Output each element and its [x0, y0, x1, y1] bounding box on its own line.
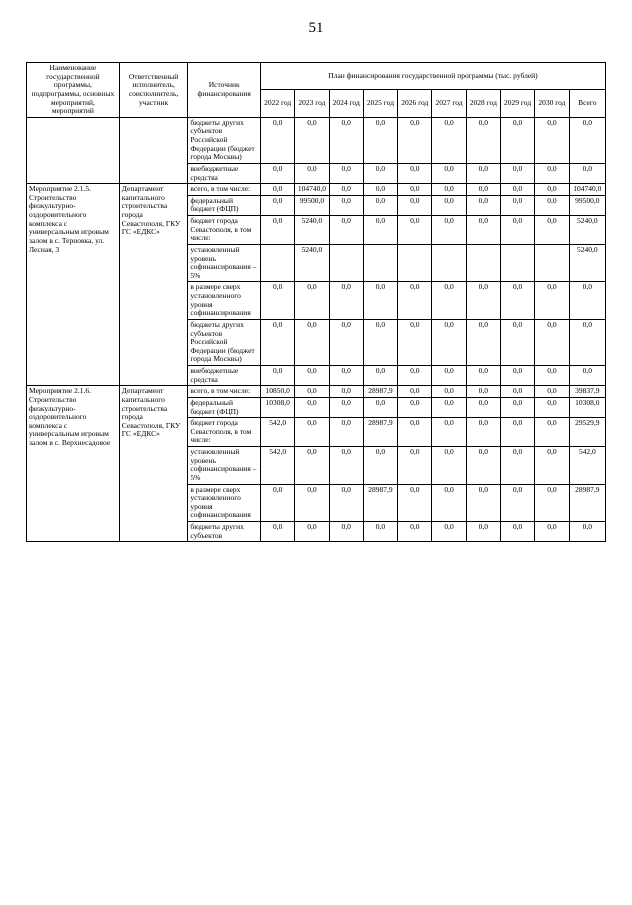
- table-row: [27, 386, 606, 398]
- funding-value: 0,0: [295, 117, 329, 163]
- funding-value: 0,0: [500, 282, 534, 320]
- funding-value: 0,0: [261, 319, 295, 365]
- funding-value: 0,0: [329, 319, 363, 365]
- funding-value: 99500,0: [569, 195, 605, 215]
- funding-value: 0,0: [363, 447, 397, 485]
- funding-value: 0,0: [261, 366, 295, 386]
- funding-value: 0,0: [329, 484, 363, 522]
- header-year: 2029 год: [500, 90, 534, 117]
- activity-name: [27, 117, 120, 183]
- funding-source: бюджет города Севастополя, в том числе:: [188, 216, 261, 245]
- funding-value: 0,0: [535, 418, 569, 447]
- funding-value: 0,0: [261, 522, 295, 542]
- funding-value: 0,0: [569, 366, 605, 386]
- funding-value: 0,0: [295, 163, 329, 183]
- funding-value: 0,0: [398, 397, 432, 417]
- header-year: 2023 год: [295, 90, 329, 117]
- funding-value: 0,0: [295, 447, 329, 485]
- funding-value: 0,0: [295, 418, 329, 447]
- funding-source: бюджеты других субъектов Российской Федерации (бюджет города Москвы): [188, 117, 261, 163]
- funding-value: 0,0: [535, 319, 569, 365]
- funding-value: 0,0: [500, 184, 534, 196]
- header-year: 2028 год: [466, 90, 500, 117]
- funding-value: 0,0: [363, 397, 397, 417]
- funding-value: 28987,9: [363, 418, 397, 447]
- funding-value: 5240,0: [569, 244, 605, 282]
- funding-value: 0,0: [329, 418, 363, 447]
- funding-value: 0,0: [569, 282, 605, 320]
- header-year: 2024 год: [329, 90, 363, 117]
- funding-value: 0,0: [363, 282, 397, 320]
- funding-value: 0,0: [535, 522, 569, 542]
- funding-value: 0,0: [398, 386, 432, 398]
- header-year: 2030 год: [535, 90, 569, 117]
- funding-value: 0,0: [295, 366, 329, 386]
- header-plan-title: План финансирования государственной программы (тыс. рублей): [261, 63, 606, 90]
- funding-source: в размере сверх установленного уровня софинансирования: [188, 282, 261, 320]
- funding-value: 0,0: [329, 163, 363, 183]
- funding-value: 0,0: [261, 484, 295, 522]
- funding-value: 0,0: [295, 282, 329, 320]
- funding-value: 0,0: [329, 386, 363, 398]
- funding-value: 0,0: [500, 397, 534, 417]
- header-responsible: Ответственный исполнитель, соисполнитель, участник: [119, 63, 188, 118]
- funding-value: 0,0: [432, 522, 466, 542]
- funding-value: 0,0: [329, 522, 363, 542]
- funding-value: 10850,0: [261, 386, 295, 398]
- funding-value: 0,0: [363, 184, 397, 196]
- funding-value: 0,0: [466, 386, 500, 398]
- funding-source: бюджеты других субъектов: [188, 522, 261, 542]
- funding-value: 0,0: [535, 447, 569, 485]
- funding-value: 0,0: [569, 163, 605, 183]
- funding-value: 0,0: [329, 366, 363, 386]
- funding-value: 0,0: [500, 366, 534, 386]
- funding-value: 0,0: [535, 397, 569, 417]
- funding-value: 542,0: [569, 447, 605, 485]
- funding-value: 0,0: [432, 184, 466, 196]
- funding-value: 0,0: [466, 184, 500, 196]
- funding-value: 0,0: [500, 447, 534, 485]
- funding-value: 0,0: [432, 282, 466, 320]
- funding-value: 0,0: [535, 163, 569, 183]
- funding-value: 0,0: [500, 216, 534, 245]
- funding-value: 0,0: [466, 397, 500, 417]
- funding-value: [363, 244, 397, 282]
- funding-value: 0,0: [363, 195, 397, 215]
- funding-value: 0,0: [569, 522, 605, 542]
- funding-value: 104740,0: [569, 184, 605, 196]
- responsible-executor: Департамент капитального строительства города Севастополя, ГКУ ГС «ЕДКС»: [119, 184, 188, 386]
- header-source: Источник финансирования: [188, 63, 261, 118]
- funding-value: 0,0: [261, 216, 295, 245]
- funding-value: 0,0: [432, 117, 466, 163]
- funding-value: 10308,0: [569, 397, 605, 417]
- funding-value: 0,0: [329, 195, 363, 215]
- funding-value: 0,0: [432, 484, 466, 522]
- funding-value: 542,0: [261, 418, 295, 447]
- funding-value: 5240,0: [295, 244, 329, 282]
- funding-value: 0,0: [500, 163, 534, 183]
- funding-value: 0,0: [398, 163, 432, 183]
- funding-source: внебюджетные средства: [188, 163, 261, 183]
- funding-value: 0,0: [466, 319, 500, 365]
- funding-value: 0,0: [261, 184, 295, 196]
- funding-value: 0,0: [329, 397, 363, 417]
- funding-value: 0,0: [535, 216, 569, 245]
- funding-value: 0,0: [329, 216, 363, 245]
- funding-value: 542,0: [261, 447, 295, 485]
- funding-value: 0,0: [500, 418, 534, 447]
- funding-source: бюджет города Севастополя, в том числе:: [188, 418, 261, 447]
- funding-value: 0,0: [466, 216, 500, 245]
- activity-name: Мероприятие 2.1.6. Строительство физкультурно-оздоровительного комплекса с универсальным игровым залом в с. Верхнесадовое: [27, 386, 120, 542]
- funding-value: [500, 244, 534, 282]
- funding-value: 0,0: [466, 366, 500, 386]
- funding-value: 0,0: [432, 319, 466, 365]
- funding-value: 0,0: [432, 418, 466, 447]
- funding-value: 0,0: [432, 397, 466, 417]
- funding-value: 0,0: [363, 319, 397, 365]
- funding-value: 0,0: [432, 195, 466, 215]
- funding-value: 0,0: [398, 447, 432, 485]
- funding-value: 0,0: [398, 366, 432, 386]
- funding-source: федеральный бюджет (ФЦП): [188, 195, 261, 215]
- funding-source: установленный уровень софинансирования – 5%: [188, 447, 261, 485]
- funding-value: 0,0: [398, 282, 432, 320]
- funding-value: [261, 244, 295, 282]
- funding-value: 0,0: [466, 484, 500, 522]
- funding-value: 0,0: [535, 386, 569, 398]
- funding-value: 0,0: [466, 418, 500, 447]
- funding-value: 0,0: [535, 282, 569, 320]
- funding-value: 0,0: [363, 216, 397, 245]
- funding-value: 0,0: [500, 319, 534, 365]
- activity-name: Мероприятие 2.1.5. Строительство физкультурно-оздоровительного комплекса с универсальным игровым залом в с. Терновка, ул. Лесная, 3: [27, 184, 120, 386]
- funding-value: 0,0: [261, 163, 295, 183]
- funding-value: 0,0: [261, 282, 295, 320]
- funding-value: 0,0: [569, 117, 605, 163]
- funding-value: 0,0: [432, 216, 466, 245]
- funding-value: 0,0: [500, 484, 534, 522]
- funding-value: 0,0: [398, 522, 432, 542]
- funding-value: 0,0: [398, 484, 432, 522]
- funding-value: 0,0: [500, 386, 534, 398]
- funding-source: всего, в том числе:: [188, 184, 261, 196]
- funding-value: 28987,9: [363, 386, 397, 398]
- responsible-executor: [119, 117, 188, 183]
- funding-source: в размере сверх установленного уровня софинансирования: [188, 484, 261, 522]
- funding-value: 0,0: [398, 184, 432, 196]
- header-year: 2026 год: [398, 90, 432, 117]
- header-year: Всего: [569, 90, 605, 117]
- header-year: 2025 год: [363, 90, 397, 117]
- funding-value: 28987,9: [363, 484, 397, 522]
- funding-value: 0,0: [466, 447, 500, 485]
- header-name: Наименование государственной программы, подпрограммы, основных мероприятий, мероприятий: [27, 63, 120, 118]
- funding-value: [398, 244, 432, 282]
- funding-value: 0,0: [535, 484, 569, 522]
- funding-source: бюджеты других субъектов Российской Федерации (бюджет города Москвы): [188, 319, 261, 365]
- funding-value: 0,0: [363, 522, 397, 542]
- funding-value: 0,0: [295, 319, 329, 365]
- funding-value: [466, 244, 500, 282]
- funding-value: 10308,0: [261, 397, 295, 417]
- funding-value: 0,0: [363, 366, 397, 386]
- funding-value: 0,0: [398, 319, 432, 365]
- funding-value: 0,0: [261, 117, 295, 163]
- funding-value: 0,0: [500, 117, 534, 163]
- funding-value: [535, 244, 569, 282]
- funding-source: внебюджетные средства: [188, 366, 261, 386]
- funding-value: 0,0: [432, 366, 466, 386]
- responsible-executor: Департамент капитального строительства города Севастополя, ГКУ ГС «ЕДКС»: [119, 386, 188, 542]
- financing-table: [26, 62, 606, 542]
- funding-value: 39837,9: [569, 386, 605, 398]
- funding-value: 0,0: [535, 117, 569, 163]
- funding-value: 0,0: [432, 447, 466, 485]
- funding-value: 0,0: [466, 522, 500, 542]
- funding-value: 0,0: [466, 282, 500, 320]
- funding-value: 0,0: [295, 484, 329, 522]
- funding-value: 0,0: [329, 282, 363, 320]
- header-year: 2022 год: [261, 90, 295, 117]
- funding-value: 0,0: [295, 386, 329, 398]
- funding-value: 0,0: [500, 522, 534, 542]
- funding-value: 0,0: [398, 418, 432, 447]
- funding-value: 0,0: [569, 319, 605, 365]
- funding-value: 99500,0: [295, 195, 329, 215]
- funding-value: 0,0: [363, 117, 397, 163]
- funding-value: 0,0: [398, 117, 432, 163]
- funding-value: 0,0: [432, 386, 466, 398]
- funding-value: 0,0: [535, 195, 569, 215]
- funding-value: 28987,9: [569, 484, 605, 522]
- funding-source: установленный уровень софинансирования – 5%: [188, 244, 261, 282]
- funding-value: [432, 244, 466, 282]
- funding-value: 0,0: [398, 216, 432, 245]
- funding-value: 5240,0: [295, 216, 329, 245]
- funding-value: 29529,9: [569, 418, 605, 447]
- funding-value: 0,0: [466, 163, 500, 183]
- funding-value: 0,0: [466, 195, 500, 215]
- funding-value: 0,0: [363, 163, 397, 183]
- page-number: 51: [308, 20, 324, 36]
- funding-value: 0,0: [329, 184, 363, 196]
- funding-value: 0,0: [500, 195, 534, 215]
- funding-value: 0,0: [466, 117, 500, 163]
- funding-value: 0,0: [535, 366, 569, 386]
- funding-source: федеральный бюджет (ФЦП): [188, 397, 261, 417]
- funding-value: 0,0: [295, 522, 329, 542]
- funding-value: 0,0: [329, 117, 363, 163]
- funding-value: 5240,0: [569, 216, 605, 245]
- funding-value: 0,0: [295, 397, 329, 417]
- funding-value: 0,0: [261, 195, 295, 215]
- funding-value: 0,0: [398, 195, 432, 215]
- funding-value: 104740,0: [295, 184, 329, 196]
- funding-value: [329, 244, 363, 282]
- header-year: 2027 год: [432, 90, 466, 117]
- funding-value: 0,0: [432, 163, 466, 183]
- funding-value: 0,0: [329, 447, 363, 485]
- funding-source: всего, в том числе:: [188, 386, 261, 398]
- table-row: [27, 184, 606, 196]
- funding-value: 0,0: [535, 184, 569, 196]
- table-row: [27, 117, 606, 163]
